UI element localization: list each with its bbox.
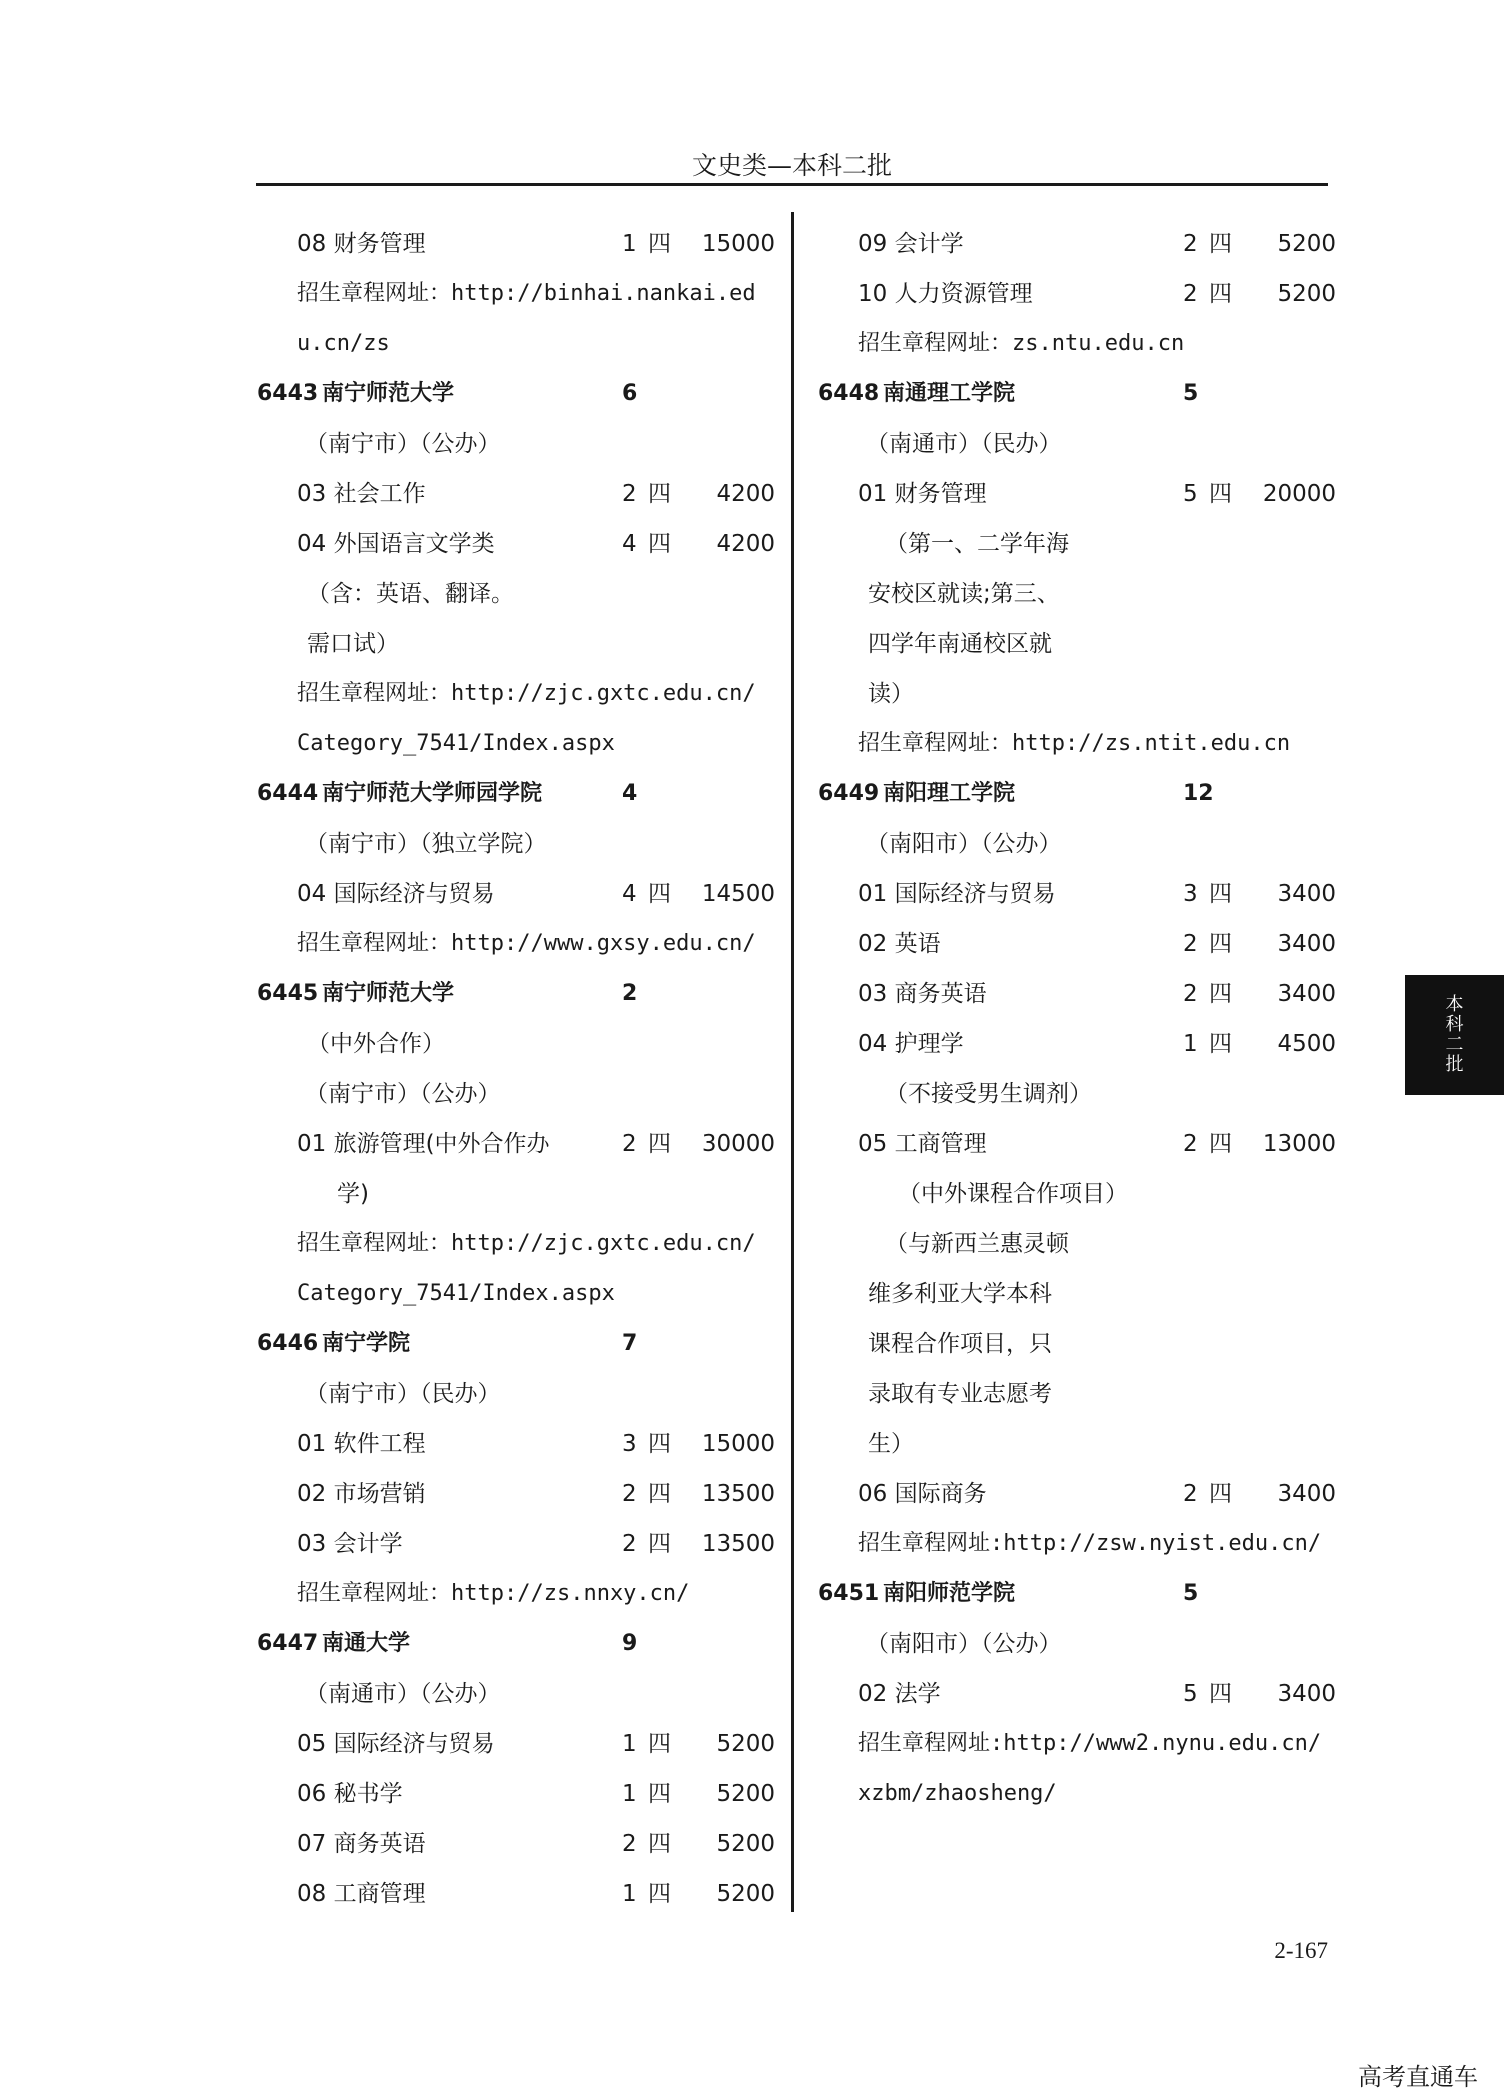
major-years: 四 <box>648 1731 671 1757</box>
major-plan-count: 1 <box>622 1881 637 1907</box>
major-tuition: 4200 <box>716 531 775 557</box>
major-tuition: 30000 <box>701 1131 775 1157</box>
major-years: 四 <box>648 231 671 257</box>
institution-row <box>818 769 1338 819</box>
admission-url-text: 招生章程网址：http://zs.nnxy.cn/ <box>297 1581 690 1606</box>
admission-url-text: 招生章程网址：http://zs.ntit.edu.cn <box>858 731 1291 756</box>
institution-location <box>257 419 777 469</box>
major-row <box>257 219 777 269</box>
institution-plan-total: 2 <box>622 981 638 1006</box>
institution-plan-total: 12 <box>1183 781 1214 806</box>
major-name: 04 外国语言文学类 <box>297 531 495 557</box>
admission-url-line <box>818 1769 1338 1819</box>
major-tuition: 13000 <box>1262 1131 1336 1157</box>
major-years: 四 <box>1209 1031 1232 1057</box>
institution-plan-total: 4 <box>622 781 638 806</box>
major-tuition: 5200 <box>1277 281 1336 307</box>
major-note <box>818 669 1338 719</box>
admission-url-text: Category_7541/Index.aspx <box>297 1281 615 1306</box>
institution-code: 6448 <box>818 381 880 406</box>
major-name: 08 工商管理 <box>297 1881 426 1907</box>
major-tuition: 3400 <box>1277 931 1336 957</box>
major-plan-count: 2 <box>1183 231 1198 257</box>
major-years: 四 <box>1209 1131 1232 1157</box>
major-row <box>257 1819 777 1869</box>
major-note <box>818 1269 1338 1319</box>
major-row <box>257 869 777 919</box>
major-name: 04 国际经济与贸易 <box>297 881 495 907</box>
admission-url-line <box>257 669 777 719</box>
page-number: 2-167 <box>1274 1938 1328 1963</box>
admission-url-text: u.cn/zs <box>297 331 390 356</box>
admission-url-line <box>257 719 777 769</box>
institution-row <box>818 369 1338 419</box>
major-row <box>818 919 1338 969</box>
institution-row <box>257 1319 777 1369</box>
major-years: 四 <box>1209 231 1232 257</box>
major-tuition: 5200 <box>716 1831 775 1857</box>
side-tab-label: 本科二批 <box>1445 994 1464 1075</box>
major-years: 四 <box>1209 1481 1232 1507</box>
major-row <box>257 1119 777 1169</box>
major-row <box>818 1119 1338 1169</box>
page-header-title: 文史类—本科二批 <box>691 151 892 180</box>
major-tuition: 20000 <box>1262 481 1336 507</box>
admission-url-line <box>257 319 777 369</box>
admission-url-text: 招生章程网址:http://www2.nynu.edu.cn/ <box>858 1731 1322 1756</box>
note-text: 读） <box>868 681 914 707</box>
major-plan-count: 2 <box>622 1481 637 1507</box>
note-text: （不接受男生调剂） <box>885 1081 1092 1107</box>
major-row <box>257 1519 777 1569</box>
major-years: 四 <box>1209 281 1232 307</box>
major-row <box>818 869 1338 919</box>
major-years: 四 <box>648 1531 671 1557</box>
institution-plan-total: 5 <box>1183 381 1199 406</box>
institution-row <box>257 1619 777 1669</box>
admission-url-line <box>257 1269 777 1319</box>
major-note <box>818 1319 1338 1369</box>
major-note <box>818 1219 1338 1269</box>
left-column <box>257 219 777 1919</box>
institution-location <box>818 419 1338 469</box>
major-years: 四 <box>648 1431 671 1457</box>
major-name: 01 财务管理 <box>858 481 987 507</box>
note-text: 课程合作项目，只 <box>868 1331 1052 1357</box>
major-years: 四 <box>648 481 671 507</box>
major-years: 四 <box>648 1781 671 1807</box>
institution-location <box>257 1669 777 1719</box>
major-plan-count: 1 <box>622 1781 637 1807</box>
institution-code: 6451 <box>818 1581 880 1606</box>
major-plan-count: 1 <box>622 1731 637 1757</box>
major-name: 02 法学 <box>858 1681 941 1707</box>
major-tuition: 13500 <box>701 1531 775 1557</box>
right-column <box>818 219 1338 1819</box>
major-name: 03 商务英语 <box>858 981 987 1007</box>
major-name: 01 国际经济与贸易 <box>858 881 1056 907</box>
major-name: 01 旅游管理(中外合作办 <box>297 1131 550 1157</box>
major-row <box>257 1769 777 1819</box>
major-note <box>818 1419 1338 1469</box>
admission-url-line <box>818 719 1338 769</box>
admission-url-line <box>818 1719 1338 1769</box>
major-note <box>818 1069 1338 1119</box>
major-plan-count: 2 <box>1183 981 1198 1007</box>
institution-name: 南通理工学院 <box>883 381 1016 406</box>
institution-name: 南宁师范大学 <box>322 981 455 1006</box>
major-note <box>818 569 1338 619</box>
admission-url-text: 招生章程网址：http://www.gxsy.edu.cn/ <box>297 931 756 956</box>
major-name: 01 软件工程 <box>297 1431 426 1457</box>
major-name: 03 会计学 <box>297 1531 403 1557</box>
major-name: 05 工商管理 <box>858 1131 987 1157</box>
admission-url-line <box>257 919 777 969</box>
institution-name: 南通大学 <box>322 1631 411 1656</box>
institution-plan-total: 5 <box>1183 1581 1199 1606</box>
major-plan-count: 3 <box>622 1431 637 1457</box>
admission-url-text: Category_7541/Index.aspx <box>297 731 615 756</box>
major-years: 四 <box>648 1881 671 1907</box>
major-years: 四 <box>1209 931 1232 957</box>
admission-url-line <box>257 269 777 319</box>
major-note <box>257 619 777 669</box>
note-text: 生） <box>868 1431 914 1457</box>
admission-url-line <box>818 1519 1338 1569</box>
major-plan-count: 2 <box>1183 281 1198 307</box>
admission-url-text: 招生章程网址:http://zsw.nyist.edu.cn/ <box>858 1531 1322 1556</box>
major-tuition: 5200 <box>1277 231 1336 257</box>
major-note <box>257 1019 777 1069</box>
major-name: 03 社会工作 <box>297 481 426 507</box>
note-text: 需口试） <box>307 631 399 657</box>
location-text: （南宁市）（公办） <box>305 1081 501 1107</box>
major-plan-count: 2 <box>1183 1131 1198 1157</box>
institution-row <box>257 369 777 419</box>
watermark: 高考直通车 <box>1358 2063 1478 2091</box>
major-row <box>818 219 1338 269</box>
major-tuition: 5200 <box>716 1781 775 1807</box>
institution-code: 6444 <box>257 781 319 806</box>
institution-location <box>257 819 777 869</box>
institution-location <box>257 1069 777 1119</box>
note-text: （第一、二学年海 <box>885 531 1069 557</box>
major-plan-count: 3 <box>1183 881 1198 907</box>
major-name: 05 国际经济与贸易 <box>297 1731 495 1757</box>
location-text: （南宁市）（公办） <box>305 431 501 457</box>
institution-name: 南宁师范大学师园学院 <box>322 781 543 806</box>
note-text: （与新西兰惠灵顿 <box>885 1231 1069 1257</box>
location-text: （南通市）（民办） <box>866 431 1062 457</box>
note-text: 四学年南通校区就 <box>868 631 1052 657</box>
side-tab <box>1405 975 1504 1095</box>
major-row <box>818 1469 1338 1519</box>
major-row <box>818 1669 1338 1719</box>
admission-url-text: 招生章程网址：http://binhai.nankai.ed <box>297 281 756 306</box>
major-tuition: 3400 <box>1277 1481 1336 1507</box>
major-plan-count: 2 <box>1183 1481 1198 1507</box>
major-note <box>818 619 1338 669</box>
major-years: 四 <box>1209 481 1232 507</box>
major-plan-count: 2 <box>622 1131 637 1157</box>
institution-code: 6447 <box>257 1631 319 1656</box>
major-plan-count: 4 <box>622 881 637 907</box>
major-years: 四 <box>648 531 671 557</box>
admission-url-line <box>818 319 1338 369</box>
major-note <box>818 1369 1338 1419</box>
major-name: 04 护理学 <box>858 1031 964 1057</box>
major-plan-count: 5 <box>1183 1681 1198 1707</box>
major-note <box>818 519 1338 569</box>
admission-url-line <box>257 1569 777 1619</box>
institution-row <box>257 969 777 1019</box>
institution-name: 南阳理工学院 <box>883 781 1016 806</box>
institution-row <box>257 769 777 819</box>
major-plan-count: 2 <box>1183 931 1198 957</box>
major-plan-count: 2 <box>622 481 637 507</box>
location-text: （南阳市）（公办） <box>866 1631 1062 1657</box>
location-text: （南宁市）（独立学院） <box>305 831 547 857</box>
major-row <box>818 469 1338 519</box>
major-tuition: 4200 <box>716 481 775 507</box>
admission-url-text: 招生章程网址：zs.ntu.edu.cn <box>858 331 1185 356</box>
major-name: 08 财务管理 <box>297 231 426 257</box>
admission-url-text: xzbm/zhaosheng/ <box>858 1781 1057 1806</box>
institution-plan-total: 7 <box>622 1331 638 1356</box>
admission-url-text: 招生章程网址：http://zjc.gxtc.edu.cn/ <box>297 1231 756 1256</box>
major-row <box>257 1719 777 1769</box>
admission-url-line <box>257 1219 777 1269</box>
location-text: （南宁市）（民办） <box>305 1381 501 1407</box>
institution-code: 6449 <box>818 781 880 806</box>
major-years: 四 <box>1209 1681 1232 1707</box>
major-years: 四 <box>648 1831 671 1857</box>
header-rule <box>256 183 1328 186</box>
note-text: （含：英语、翻译。 <box>307 581 514 607</box>
institution-plan-total: 9 <box>622 1631 638 1656</box>
major-years: 四 <box>648 1131 671 1157</box>
major-tuition: 14500 <box>701 881 775 907</box>
major-plan-count: 2 <box>622 1831 637 1857</box>
major-tuition: 13500 <box>701 1481 775 1507</box>
major-tuition: 5200 <box>716 1731 775 1757</box>
institution-location <box>818 1619 1338 1669</box>
major-row <box>257 1419 777 1469</box>
major-row <box>818 1019 1338 1069</box>
major-name: 06 秘书学 <box>297 1781 403 1807</box>
location-text: （南通市）（公办） <box>305 1681 501 1707</box>
major-years: 四 <box>1209 881 1232 907</box>
note-text: 维多利亚大学本科 <box>868 1281 1052 1307</box>
major-tuition: 5200 <box>716 1881 775 1907</box>
major-plan-count: 4 <box>622 531 637 557</box>
institution-name: 南宁学院 <box>322 1331 411 1356</box>
major-note <box>818 1169 1338 1219</box>
institution-location <box>818 819 1338 869</box>
note-text: （中外合作） <box>307 1031 445 1057</box>
institution-row <box>818 1569 1338 1619</box>
major-years: 四 <box>648 1481 671 1507</box>
major-note <box>257 1169 777 1219</box>
major-name: 10 人力资源管理 <box>858 281 1033 307</box>
institution-code: 6446 <box>257 1331 319 1356</box>
note-text: 学) <box>337 1181 369 1207</box>
note-text: 安校区就读;第三、 <box>868 581 1060 607</box>
location-text: （南阳市）（公办） <box>866 831 1062 857</box>
major-tuition: 15000 <box>701 1431 775 1457</box>
institution-code: 6445 <box>257 981 319 1006</box>
major-row <box>818 969 1338 1019</box>
major-name: 02 市场营销 <box>297 1481 426 1507</box>
institution-code: 6443 <box>257 381 319 406</box>
major-name: 07 商务英语 <box>297 1831 426 1857</box>
major-name: 02 英语 <box>858 931 941 957</box>
major-row <box>257 469 777 519</box>
major-tuition: 3400 <box>1277 981 1336 1007</box>
admission-url-text: 招生章程网址：http://zjc.gxtc.edu.cn/ <box>297 681 756 706</box>
major-plan-count: 2 <box>622 1531 637 1557</box>
major-row <box>257 519 777 569</box>
institution-location <box>257 1369 777 1419</box>
column-divider <box>791 212 794 1912</box>
major-plan-count: 5 <box>1183 481 1198 507</box>
major-years: 四 <box>1209 981 1232 1007</box>
major-name: 09 会计学 <box>858 231 964 257</box>
note-text: （中外课程合作项目） <box>898 1181 1128 1207</box>
institution-name: 南宁师范大学 <box>322 381 455 406</box>
major-tuition: 3400 <box>1277 881 1336 907</box>
major-tuition: 3400 <box>1277 1681 1336 1707</box>
major-row <box>257 1469 777 1519</box>
major-row <box>818 269 1338 319</box>
major-years: 四 <box>648 881 671 907</box>
major-tuition: 15000 <box>701 231 775 257</box>
major-plan-count: 1 <box>1183 1031 1198 1057</box>
institution-plan-total: 6 <box>622 381 638 406</box>
major-tuition: 4500 <box>1277 1031 1336 1057</box>
major-note <box>257 569 777 619</box>
major-name: 06 国际商务 <box>858 1481 987 1507</box>
major-row <box>257 1869 777 1919</box>
major-plan-count: 1 <box>622 231 637 257</box>
note-text: 录取有专业志愿考 <box>868 1381 1052 1407</box>
institution-name: 南阳师范学院 <box>883 1581 1016 1606</box>
